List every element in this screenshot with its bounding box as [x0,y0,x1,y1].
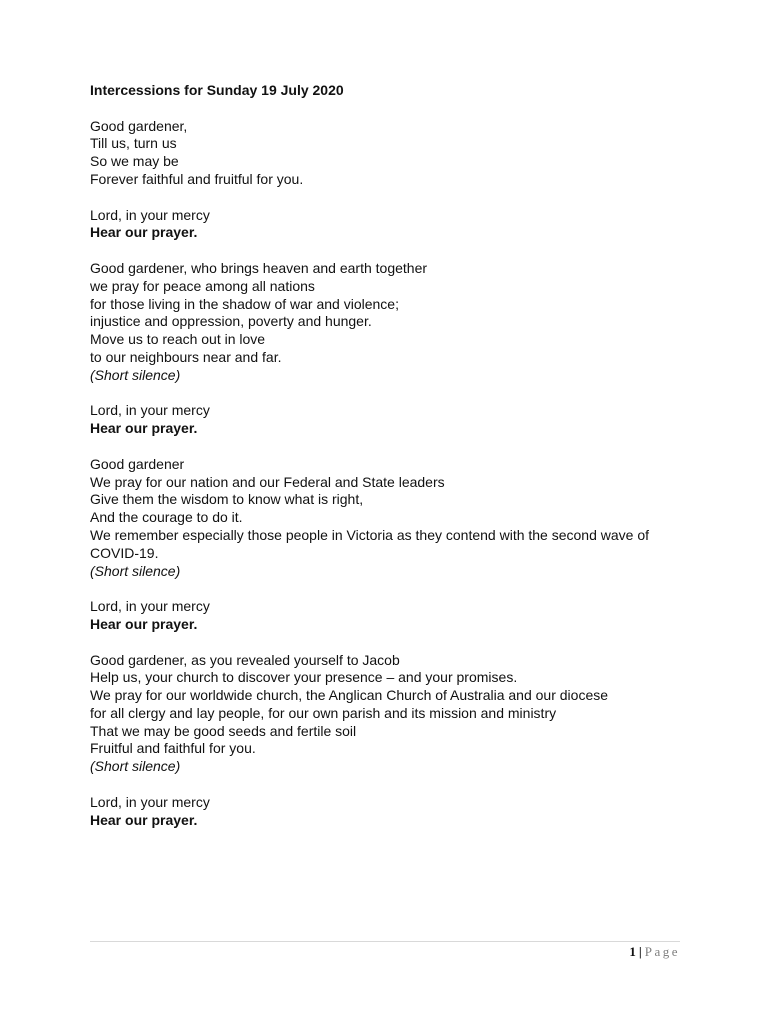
silence-note: (Short silence) [90,758,181,775]
response-block [90,598,690,634]
intercession-section [90,456,690,581]
document-title: Intercessions for Sunday 19 July 2020 [90,82,344,98]
document-body [90,82,690,829]
response-answer: Hear our prayer. [90,420,198,437]
response-call: Lord, in your mercy [90,598,210,615]
opening-line: Till us, turn us [90,135,177,152]
prayer-line: to our neighbours near and far. [90,348,282,365]
response-call: Lord, in your mercy [90,402,210,419]
spacer [90,634,690,652]
prayer-line: Good gardener [90,455,185,472]
response-answer: Hear our prayer. [90,811,198,828]
response-block [90,402,690,438]
prayer-line: And the courage to do it. [90,509,243,526]
response-call: Lord, in your mercy [90,793,210,810]
spacer [90,385,690,403]
prayer-line: Help us, your church to discover your presence – and your promises. [90,669,518,686]
spacer [90,580,690,598]
page-number: 1 [629,944,636,959]
footer-separator: | [638,944,642,959]
spacer [90,189,690,207]
prayer-line: we pray for peace among all nations [90,277,315,294]
prayer-line: injustice and oppression, poverty and hunger. [90,313,372,330]
page-footer [629,944,680,960]
silence-note: (Short silence) [90,562,181,579]
response-call: Lord, in your mercy [90,206,210,223]
spacer [90,100,690,118]
prayer-line: for those living in the shadow of war and violence; [90,295,399,312]
prayer-line: Good gardener, as you revealed yourself to Jacob [90,651,400,668]
response-block [90,794,690,830]
prayer-line: Fruitful and faithful for you. [90,740,256,757]
prayer-line: We remember especially those people in Victoria as they contend with the second wave of COVID-19. [90,526,650,561]
prayer-line: That we may be good seeds and fertile soil [90,722,357,739]
silence-note: (Short silence) [90,366,181,383]
response-answer: Hear our prayer. [90,615,198,632]
spacer [90,242,690,260]
prayer-line: Good gardener, who brings heaven and earth together [90,259,428,276]
response-answer: Hear our prayer. [90,224,198,241]
prayer-line: Give them the wisdom to know what is right, [90,491,364,508]
opening-line: So we may be [90,153,179,170]
page-label: Page [644,944,680,959]
spacer [90,438,690,456]
prayer-line: for all clergy and lay people, for our own parish and its mission and ministry [90,704,557,721]
intercession-section [90,260,690,385]
prayer-line: We pray for our nation and our Federal and State leaders [90,473,445,490]
opening-prayer [90,118,690,189]
footer-divider [90,941,680,942]
prayer-line: We pray for our worldwide church, the Anglican Church of Australia and our diocese [90,687,609,704]
intercession-section [90,652,690,777]
spacer [90,776,690,794]
opening-line: Good gardener, [90,117,188,134]
response-block [90,207,690,243]
prayer-line: Move us to reach out in love [90,331,266,348]
opening-line: Forever faithful and fruitful for you. [90,170,304,187]
